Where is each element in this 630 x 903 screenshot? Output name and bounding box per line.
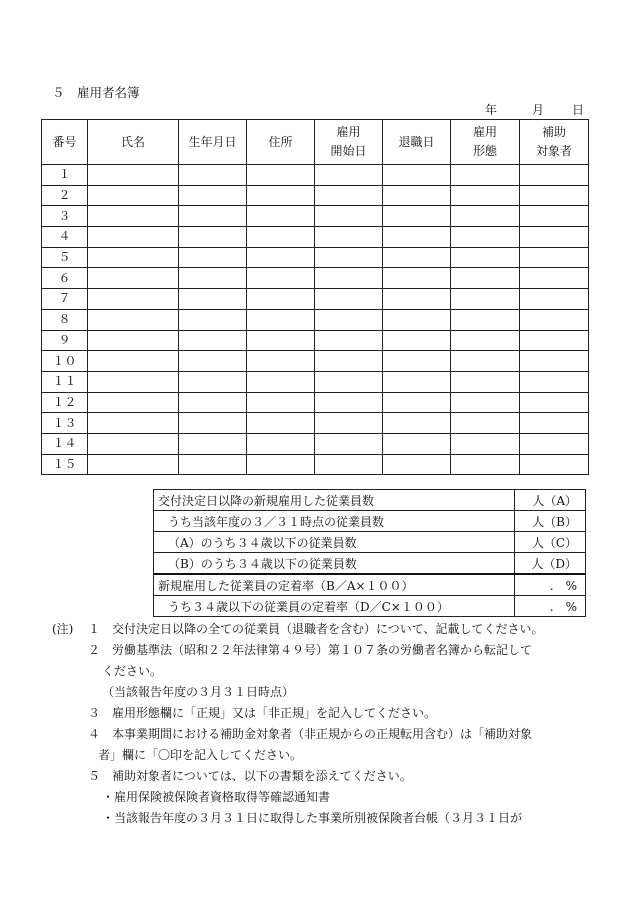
roster-header-cell [179, 120, 247, 165]
roster-header-cell [383, 120, 451, 165]
roster-blank-cell[interactable] [88, 413, 179, 434]
note-line: ２ 労働基準法（昭和２２年法律第４９号）第１０７条の労働者名簿から転記して [88, 643, 533, 657]
note-line: ・雇用保険被保険者資格取得等確認通知書 [102, 790, 331, 804]
table-row [42, 371, 589, 392]
summary-label: （B）のうち３４歳以下の従業員数 [154, 553, 515, 575]
summary-value[interactable]: . % [515, 596, 586, 617]
row-number: ２ [42, 185, 88, 206]
table-row [42, 206, 589, 227]
roster-blank-cell[interactable] [383, 351, 451, 372]
roster-blank-cell[interactable] [520, 371, 589, 392]
note-line: ３ 雇用形態欄に「正規」又は「非正規」を記入してください。 [88, 706, 437, 720]
roster-blank-cell[interactable] [451, 165, 520, 186]
note-line: （当該報告年度の３月３１日時点） [102, 685, 295, 699]
roster-blank-cell[interactable] [520, 309, 589, 330]
roster-blank-cell[interactable] [247, 268, 315, 289]
date-day-label: 日 [572, 103, 585, 117]
roster-blank-cell[interactable] [179, 247, 247, 268]
roster-header-cell [451, 120, 520, 165]
roster-blank-cell[interactable] [88, 351, 179, 372]
summary-label: （A）のうち３４歳以下の従業員数 [154, 532, 515, 553]
roster-blank-cell[interactable] [315, 454, 383, 475]
roster-blank-cell[interactable] [179, 454, 247, 475]
roster-blank-cell[interactable] [383, 289, 451, 310]
roster-blank-cell[interactable] [315, 309, 383, 330]
roster-blank-cell[interactable] [520, 413, 589, 434]
roster-blank-cell[interactable] [383, 247, 451, 268]
roster-blank-cell[interactable] [520, 165, 589, 186]
roster-blank-cell[interactable] [520, 433, 589, 454]
table-row [42, 413, 589, 434]
row-number: ８ [42, 309, 88, 330]
roster-blank-cell[interactable] [179, 309, 247, 330]
roster-blank-cell[interactable] [179, 351, 247, 372]
roster-blank-cell[interactable] [451, 247, 520, 268]
row-number: ９ [42, 330, 88, 351]
roster-blank-cell[interactable] [88, 392, 179, 413]
roster-blank-cell[interactable] [315, 185, 383, 206]
roster-blank-cell[interactable] [315, 268, 383, 289]
table-row [42, 392, 589, 413]
roster-blank-cell[interactable] [88, 165, 179, 186]
roster-blank-cell[interactable] [315, 247, 383, 268]
roster-blank-cell[interactable] [451, 268, 520, 289]
table-row [42, 227, 589, 248]
roster-blank-cell[interactable] [179, 433, 247, 454]
roster-header-cell [315, 120, 383, 165]
roster-blank-cell[interactable] [88, 185, 179, 206]
header-label-line2: 対象者 [535, 144, 572, 158]
roster-blank-cell[interactable] [88, 247, 179, 268]
roster-blank-cell[interactable] [315, 433, 383, 454]
roster-blank-cell[interactable] [88, 289, 179, 310]
roster-blank-cell[interactable] [383, 392, 451, 413]
roster-blank-cell[interactable] [383, 433, 451, 454]
roster-blank-cell[interactable] [88, 268, 179, 289]
roster-blank-cell[interactable] [179, 371, 247, 392]
roster-blank-cell[interactable] [520, 247, 589, 268]
roster-blank-cell[interactable] [247, 227, 315, 248]
roster-blank-cell[interactable] [383, 413, 451, 434]
summary-row [154, 553, 586, 575]
roster-blank-cell[interactable] [247, 433, 315, 454]
header-label-line1: 雇用 [472, 125, 497, 139]
row-number: １２ [42, 392, 88, 413]
row-number: １３ [42, 413, 88, 434]
date-year-label: 年 [485, 103, 498, 117]
roster-blank-cell[interactable] [451, 206, 520, 227]
roster-blank-cell[interactable] [451, 185, 520, 206]
roster-blank-cell[interactable] [520, 268, 589, 289]
roster-blank-cell[interactable] [315, 392, 383, 413]
table-row [42, 351, 589, 372]
summary-label: 交付決定日以降の新規雇用した従業員数 [154, 490, 515, 511]
roster-blank-cell[interactable] [88, 371, 179, 392]
table-row [42, 330, 589, 351]
note-line: ５ 補助対象者については、以下の書類を添えてください。 [88, 769, 412, 783]
row-number: ３ [42, 206, 88, 227]
row-number: ７ [42, 289, 88, 310]
summary-row [154, 574, 586, 596]
summary-value[interactable]: . % [515, 574, 586, 596]
summary-row [154, 596, 586, 617]
roster-blank-cell[interactable] [520, 185, 589, 206]
employee-roster-table [41, 119, 589, 475]
roster-blank-cell[interactable] [520, 227, 589, 248]
roster-blank-cell[interactable] [88, 330, 179, 351]
summary-value[interactable]: 人（D） [515, 553, 586, 575]
roster-blank-cell[interactable] [451, 371, 520, 392]
roster-blank-cell[interactable] [451, 454, 520, 475]
roster-blank-cell[interactable] [179, 268, 247, 289]
row-number: １４ [42, 433, 88, 454]
roster-blank-cell[interactable] [383, 268, 451, 289]
row-number: ６ [42, 268, 88, 289]
roster-blank-cell[interactable] [315, 165, 383, 186]
date-month-label: 月 [532, 103, 545, 117]
row-number: １１ [42, 371, 88, 392]
row-number: １５ [42, 454, 88, 475]
header-label-line1: 住所 [268, 134, 293, 149]
section-title: ５ 雇用者名簿 [52, 85, 140, 100]
roster-blank-cell[interactable] [520, 351, 589, 372]
roster-blank-cell[interactable] [520, 289, 589, 310]
table-row [42, 165, 589, 186]
roster-blank-cell[interactable] [247, 185, 315, 206]
roster-blank-cell[interactable] [247, 289, 315, 310]
roster-blank-cell[interactable] [247, 392, 315, 413]
table-row [42, 433, 589, 454]
roster-blank-cell[interactable] [179, 165, 247, 186]
header-label-line1: 番号 [52, 134, 77, 149]
roster-blank-cell[interactable] [88, 454, 179, 475]
roster-blank-cell[interactable] [179, 330, 247, 351]
roster-blank-cell[interactable] [247, 351, 315, 372]
roster-blank-cell[interactable] [179, 289, 247, 310]
summary-table [153, 489, 586, 617]
roster-blank-cell[interactable] [520, 206, 589, 227]
roster-header-cell [247, 120, 315, 165]
roster-blank-cell[interactable] [247, 247, 315, 268]
roster-blank-cell[interactable] [520, 330, 589, 351]
roster-blank-cell[interactable] [451, 330, 520, 351]
table-row [42, 247, 589, 268]
roster-blank-cell[interactable] [520, 454, 589, 475]
roster-header-cell [42, 120, 88, 165]
roster-blank-cell[interactable] [247, 454, 315, 475]
roster-blank-cell[interactable] [315, 371, 383, 392]
header-label-line1: 生年月日 [188, 134, 237, 149]
roster-blank-cell[interactable] [451, 351, 520, 372]
note-line: ４ 本事業期間における補助金対象者（非正規からの正規転用含む）は「補助対象 [88, 727, 533, 741]
header-label-line2: 形態 [472, 144, 497, 158]
roster-blank-cell[interactable] [247, 206, 315, 227]
roster-blank-cell[interactable] [451, 413, 520, 434]
notes-prefix: (注) [52, 622, 74, 636]
roster-blank-cell[interactable] [315, 289, 383, 310]
roster-blank-cell[interactable] [247, 330, 315, 351]
roster-blank-cell[interactable] [383, 165, 451, 186]
roster-blank-cell[interactable] [383, 454, 451, 475]
table-row [42, 268, 589, 289]
roster-blank-cell[interactable] [179, 392, 247, 413]
summary-row [154, 532, 586, 553]
summary-value[interactable]: 人（C） [515, 532, 586, 553]
roster-blank-cell[interactable] [315, 413, 383, 434]
table-row [42, 289, 589, 310]
note-line: ください。 [102, 664, 163, 678]
roster-blank-cell[interactable] [247, 165, 315, 186]
summary-label: うち当該年度の３／３１時点の従業員数 [154, 511, 515, 532]
roster-blank-cell[interactable] [451, 392, 520, 413]
roster-blank-cell[interactable] [247, 371, 315, 392]
roster-blank-cell[interactable] [315, 227, 383, 248]
roster-blank-cell[interactable] [315, 330, 383, 351]
roster-blank-cell[interactable] [247, 309, 315, 330]
header-label-line1: 氏名 [120, 134, 145, 149]
row-number: ４ [42, 227, 88, 248]
roster-blank-cell[interactable] [315, 351, 383, 372]
roster-blank-cell[interactable] [383, 206, 451, 227]
table-row [42, 454, 589, 475]
note-line: ・当該報告年度の３月３１日に取得した事業所別被保険者台帳（３月３１日が [102, 811, 523, 825]
table-row [42, 185, 589, 206]
summary-value[interactable]: 人（A） [515, 490, 586, 511]
roster-blank-cell[interactable] [383, 309, 451, 330]
row-number: ５ [42, 247, 88, 268]
roster-blank-cell[interactable] [383, 227, 451, 248]
roster-header-cell [520, 120, 589, 165]
header-label-line1: 退職日 [398, 134, 435, 149]
header-label-line1: 補助 [541, 125, 566, 139]
summary-row [154, 490, 586, 511]
roster-blank-cell[interactable] [383, 185, 451, 206]
roster-blank-cell[interactable] [179, 206, 247, 227]
row-number: １０ [42, 351, 88, 372]
roster-blank-cell[interactable] [179, 227, 247, 248]
roster-blank-cell[interactable] [451, 289, 520, 310]
roster-blank-cell[interactable] [88, 309, 179, 330]
roster-blank-cell[interactable] [88, 433, 179, 454]
roster-blank-cell[interactable] [451, 433, 520, 454]
roster-blank-cell[interactable] [247, 413, 315, 434]
roster-blank-cell[interactable] [179, 413, 247, 434]
summary-label: 新規雇用した従業員の定着率（B／A×１００） [154, 574, 515, 596]
header-label-line2: 開始日 [330, 144, 367, 158]
roster-blank-cell[interactable] [451, 227, 520, 248]
roster-blank-cell[interactable] [88, 227, 179, 248]
roster-header-cell [88, 120, 179, 165]
row-number: １ [42, 165, 88, 186]
roster-blank-cell[interactable] [383, 371, 451, 392]
summary-label: うち３４歳以下の従業員の定着率（D／C×１００） [154, 596, 515, 617]
roster-blank-cell[interactable] [179, 185, 247, 206]
note-line: １ 交付決定日以降の全ての従業員（退職者を含む）について、記載してください。 [88, 622, 544, 636]
roster-blank-cell[interactable] [451, 309, 520, 330]
table-row [42, 309, 589, 330]
header-label-line1: 雇用 [336, 125, 361, 139]
roster-blank-cell[interactable] [315, 206, 383, 227]
roster-blank-cell[interactable] [520, 392, 589, 413]
summary-value[interactable]: 人（B） [515, 511, 586, 532]
note-line: 者」欄に「〇印を記入してください。 [98, 748, 303, 762]
summary-row [154, 511, 586, 532]
roster-blank-cell[interactable] [383, 330, 451, 351]
roster-blank-cell[interactable] [88, 206, 179, 227]
